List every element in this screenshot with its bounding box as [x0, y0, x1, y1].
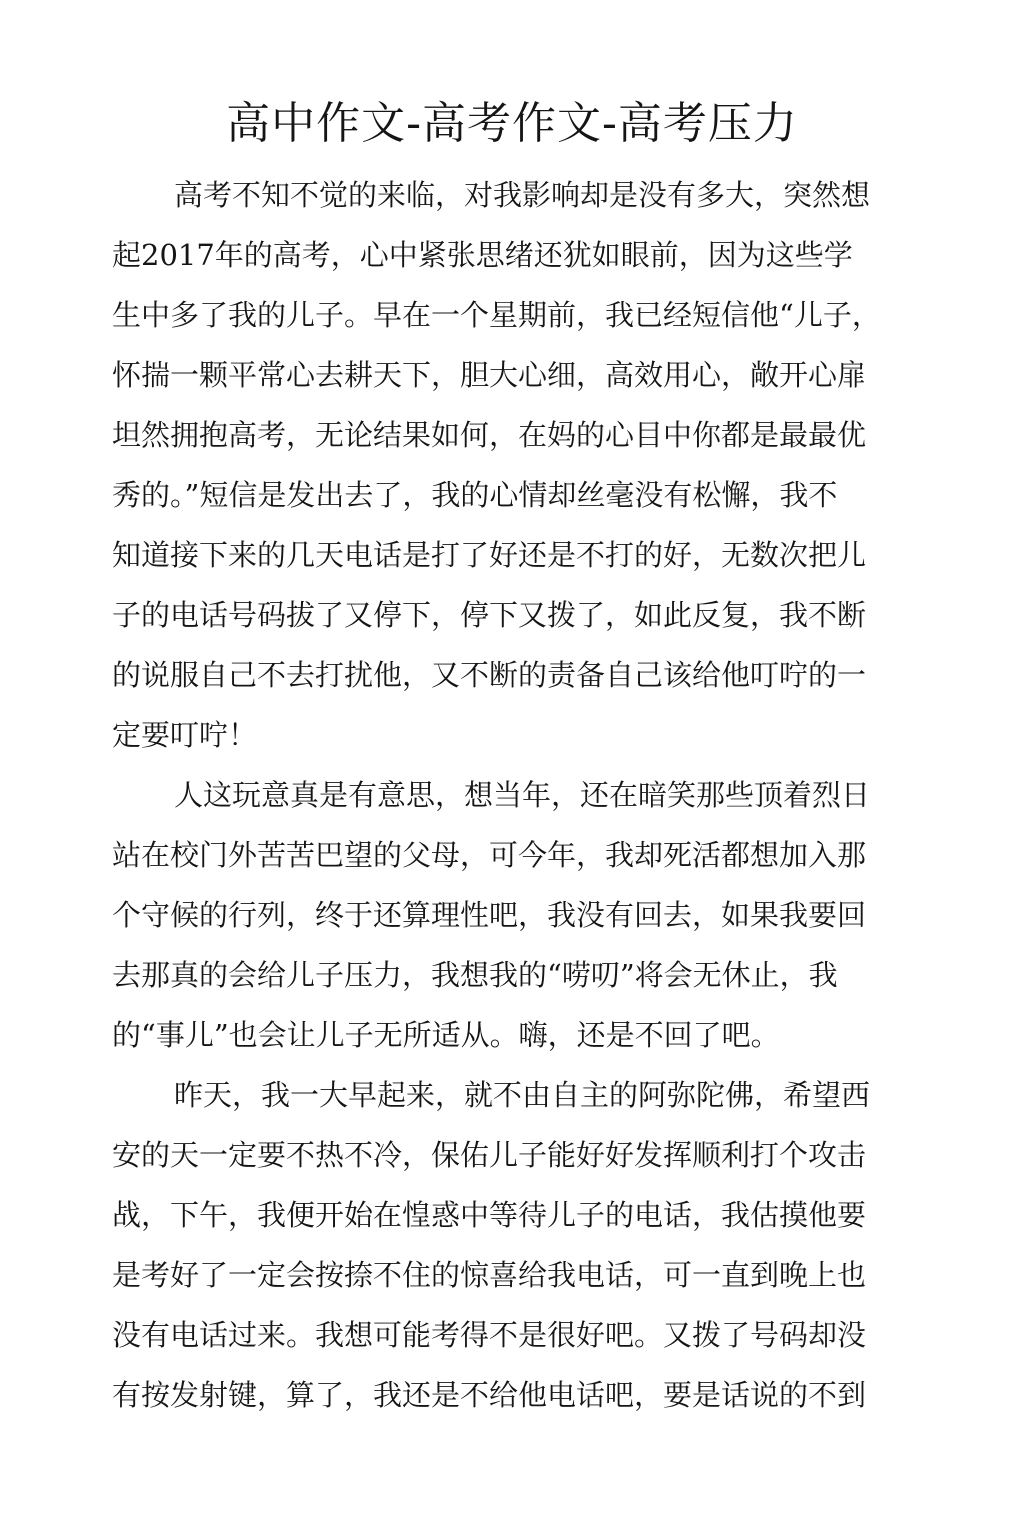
text-line: 战，下午，我便开始在惶惑中等待儿子的电话，我估摸他要	[112, 1198, 867, 1232]
text-line: 没有电话过来。我想可能考得不是很好吧。又拨了号码却没	[112, 1318, 867, 1352]
text-line: 生中多了我的儿子。早在一个星期前，我已经短信他“儿子，	[112, 298, 881, 332]
text-line: 人这玩意真是有意思，想当年，还在暗笑那些顶着烈日	[174, 778, 871, 812]
text-line: 个守候的行列，终于还算理性吧，我没有回去，如果我要回	[112, 898, 867, 932]
text-line: 定要叮咛！	[112, 718, 258, 752]
text-line: 坦然拥抱高考，无论结果如何，在妈的心目中你都是最最优	[112, 418, 867, 452]
text-line: 去那真的会给儿子压力，我想我的“唠叨”将会无休止，我	[112, 958, 838, 992]
text-line: 子的电话号码拔了又停下，停下又拨了，如此反复，我不断	[112, 598, 867, 632]
text-line: 是考好了一定会按捺不住的惊喜给我电话，可一直到晚上也	[112, 1258, 867, 1292]
text-line: 知道接下来的几天电话是打了好还是不打的好，无数次把儿	[112, 538, 867, 572]
text-line: 有按发射键，算了，我还是不给他电话吧，要是话说的不到	[112, 1378, 867, 1412]
text-line: 站在校门外苦苦巴望的父母，可今年，我却死活都想加入那	[112, 838, 867, 872]
text-line: 起2017年的高考，心中紧张思绪还犹如眼前，因为这些学	[112, 238, 853, 272]
text-line: 安的天一定要不热不冷，保佑儿子能好好发挥顺利打个攻击	[112, 1138, 867, 1172]
document-title: 高中作文-高考作文-高考压力	[226, 98, 798, 149]
text-line: 怀揣一颗平常心去耕天下，胆大心细，高效用心，敞开心扉	[112, 358, 867, 392]
text-line: 秀的。”短信是发出去了，我的心情却丝毫没有松懈，我不	[112, 478, 838, 512]
text-line: 的说服自己不去打扰他，又不断的责备自己该给他叮咛的一	[112, 658, 867, 692]
text-line: 昨天，我一大早起来，就不由自主的阿弥陀佛，希望西	[174, 1078, 871, 1112]
text-line: 高考不知不觉的来临，对我影响却是没有多大，突然想	[174, 178, 871, 212]
text-line: 的“事儿”也会让儿子无所适从。嗨，还是不回了吧。	[112, 1018, 780, 1052]
